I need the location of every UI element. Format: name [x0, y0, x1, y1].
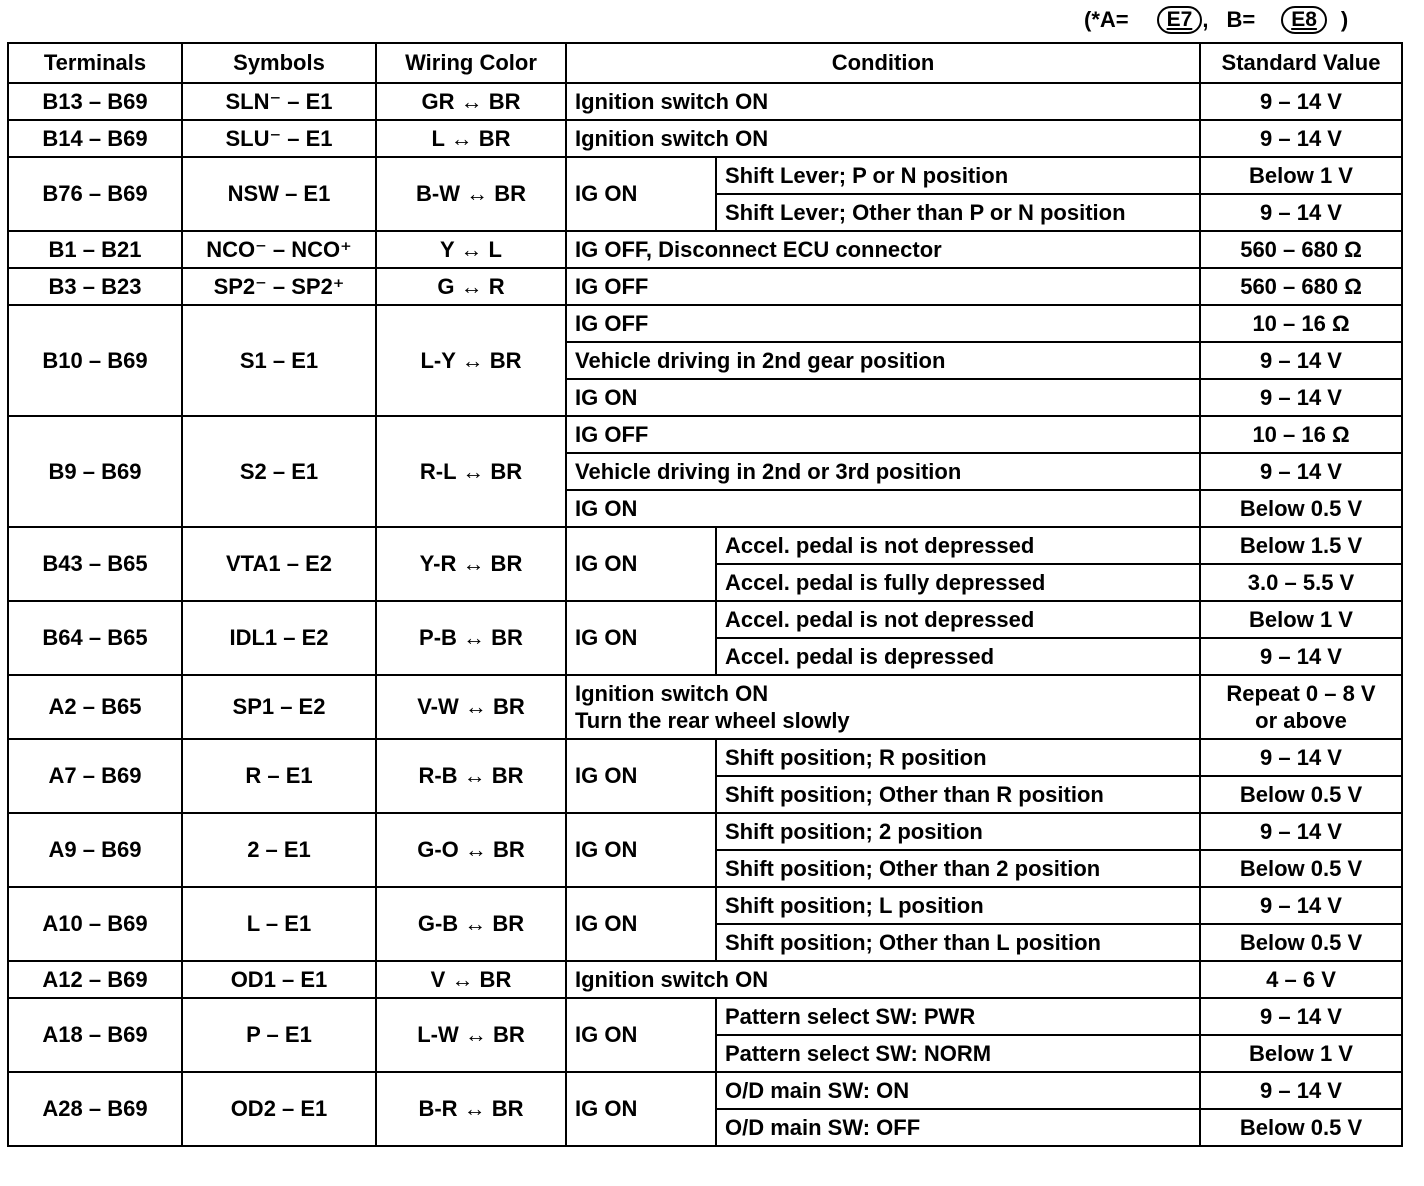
terminals-cell: B10 – B69	[8, 305, 182, 416]
symbols-cell: OD2 – E1	[182, 1072, 376, 1146]
standard-value-cell: Below 0.5 V	[1200, 924, 1402, 961]
standard-value-cell: 9 – 14 V	[1200, 453, 1402, 490]
condition-cell: IG OFF	[566, 416, 1200, 453]
standard-value-cell: 9 – 14 V	[1200, 120, 1402, 157]
header-terminals: Terminals	[8, 43, 182, 83]
symbols-cell: SP2⁻ – SP2⁺	[182, 268, 376, 305]
terminals-cell: A12 – B69	[8, 961, 182, 998]
symbols-cell: 2 – E1	[182, 813, 376, 887]
standard-value-cell: 4 – 6 V	[1200, 961, 1402, 998]
table-row	[8, 675, 1402, 739]
wiring-color-cell: L ↔ BR	[376, 120, 566, 157]
standard-value-cell: 9 – 14 V	[1200, 813, 1402, 850]
terminals-cell: A2 – B65	[8, 675, 182, 739]
terminals-cell: B13 – B69	[8, 83, 182, 120]
wiring-color-cell: V ↔ BR	[376, 961, 566, 998]
condition-main-cell: IG ON	[566, 887, 716, 961]
header-symbols: Symbols	[182, 43, 376, 83]
table-row	[8, 157, 1402, 194]
wiring-color-cell: R-L ↔ BR	[376, 416, 566, 527]
condition-main-cell: IG ON	[566, 157, 716, 231]
symbols-cell: VTA1 – E2	[182, 527, 376, 601]
condition-cell: IG OFF	[566, 305, 1200, 342]
condition-cell: IG ON	[566, 379, 1200, 416]
condition-detail-cell: Accel. pedal is depressed	[716, 638, 1200, 675]
symbols-cell: SLU⁻ – E1	[182, 120, 376, 157]
table-row	[8, 887, 1402, 924]
connector-b-badge: E8	[1281, 6, 1327, 34]
symbols-cell: NCO⁻ – NCO⁺	[182, 231, 376, 268]
standard-value-cell: 9 – 14 V	[1200, 1072, 1402, 1109]
condition-detail-cell: O/D main SW: ON	[716, 1072, 1200, 1109]
standard-value-cell: 9 – 14 V	[1200, 342, 1402, 379]
condition-detail-cell: Shift position; L position	[716, 887, 1200, 924]
symbols-cell: SLN⁻ – E1	[182, 83, 376, 120]
wiring-color-cell: P-B ↔ BR	[376, 601, 566, 675]
table-row	[8, 601, 1402, 638]
legend-separator: ,	[1202, 7, 1209, 32]
condition-detail-cell: Shift Lever; Other than P or N position	[716, 194, 1200, 231]
standard-value-cell: Below 1 V	[1200, 1035, 1402, 1072]
table-row	[8, 83, 1402, 120]
symbols-cell: SP1 – E2	[182, 675, 376, 739]
terminals-cell: A28 – B69	[8, 1072, 182, 1146]
symbols-cell: IDL1 – E2	[182, 601, 376, 675]
wiring-color-cell: G-O ↔ BR	[376, 813, 566, 887]
standard-value-cell: Below 1 V	[1200, 601, 1402, 638]
table-row	[8, 120, 1402, 157]
wiring-color-cell: Y ↔ L	[376, 231, 566, 268]
table-row	[8, 416, 1402, 453]
terminals-cell: B14 – B69	[8, 120, 182, 157]
wiring-color-cell: B-R ↔ BR	[376, 1072, 566, 1146]
value-line-2: or above	[1255, 708, 1347, 733]
table-row	[8, 231, 1402, 268]
table-row	[8, 739, 1402, 776]
connector-a-badge: E7	[1157, 6, 1203, 34]
standard-value-cell: 9 – 14 V	[1200, 194, 1402, 231]
condition-cell: Ignition switch ON	[566, 120, 1200, 157]
condition-detail-cell: Accel. pedal is not depressed	[716, 601, 1200, 638]
condition-line-2: Turn the rear wheel slowly	[575, 708, 850, 733]
symbols-cell: L – E1	[182, 887, 376, 961]
condition-main-cell: IG ON	[566, 1072, 716, 1146]
wiring-color-cell: V-W ↔ BR	[376, 675, 566, 739]
condition-cell: Vehicle driving in 2nd gear position	[566, 342, 1200, 379]
table-header-row	[8, 43, 1402, 83]
legend-close: )	[1340, 7, 1349, 32]
condition-detail-cell: Pattern select SW: NORM	[716, 1035, 1200, 1072]
condition-main-cell: IG ON	[566, 998, 716, 1072]
standard-value-cell: 9 – 14 V	[1200, 739, 1402, 776]
standard-value-cell: 560 – 680 Ω	[1200, 231, 1402, 268]
connector-legend	[1084, 6, 1348, 34]
condition-cell: Ignition switch ON	[566, 961, 1200, 998]
terminals-cell: B9 – B69	[8, 416, 182, 527]
wiring-color-cell: GR ↔ BR	[376, 83, 566, 120]
wiring-color-cell: L-W ↔ BR	[376, 998, 566, 1072]
condition-detail-cell: Shift Lever; P or N position	[716, 157, 1200, 194]
standard-value-cell: Below 0.5 V	[1200, 490, 1402, 527]
standard-value-cell: 9 – 14 V	[1200, 638, 1402, 675]
condition-detail-cell: Shift position; Other than 2 position	[716, 850, 1200, 887]
symbols-cell: OD1 – E1	[182, 961, 376, 998]
wiring-color-cell: R-B ↔ BR	[376, 739, 566, 813]
terminal-spec-table	[7, 42, 1403, 1147]
table-row	[8, 1072, 1402, 1109]
table-row	[8, 268, 1402, 305]
condition-cell: Ignition switch ON	[566, 83, 1200, 120]
standard-value-cell: Below 1.5 V	[1200, 527, 1402, 564]
standard-value-cell: Below 0.5 V	[1200, 850, 1402, 887]
condition-detail-cell: Shift position; R position	[716, 739, 1200, 776]
terminals-cell: A7 – B69	[8, 739, 182, 813]
condition-detail-cell: Shift position; Other than L position	[716, 924, 1200, 961]
wiring-color-cell: G-B ↔ BR	[376, 887, 566, 961]
standard-value-cell: 10 – 16 Ω	[1200, 416, 1402, 453]
standard-value-cell: 10 – 16 Ω	[1200, 305, 1402, 342]
condition-detail-cell: Shift position; Other than R position	[716, 776, 1200, 813]
condition-detail-cell: O/D main SW: OFF	[716, 1109, 1200, 1146]
condition-main-cell: IG ON	[566, 739, 716, 813]
table-row	[8, 998, 1402, 1035]
value-line-1: Repeat 0 – 8 V	[1226, 681, 1376, 706]
condition-detail-cell: Shift position; 2 position	[716, 813, 1200, 850]
header-condition: Condition	[566, 43, 1200, 83]
terminals-cell: B3 – B23	[8, 268, 182, 305]
legend-open: (*A=	[1084, 7, 1129, 32]
table-row	[8, 961, 1402, 998]
condition-detail-cell: Accel. pedal is not depressed	[716, 527, 1200, 564]
header-wiring-color: Wiring Color	[376, 43, 566, 83]
symbols-cell: S2 – E1	[182, 416, 376, 527]
symbols-cell: NSW – E1	[182, 157, 376, 231]
condition-line-1: Ignition switch ON	[575, 681, 769, 706]
condition-cell: IG OFF	[566, 268, 1200, 305]
wiring-color-cell: L-Y ↔ BR	[376, 305, 566, 416]
table-row	[8, 813, 1402, 850]
terminals-cell: A18 – B69	[8, 998, 182, 1072]
condition-detail-cell: Pattern select SW: PWR	[716, 998, 1200, 1035]
symbols-cell: R – E1	[182, 739, 376, 813]
wiring-color-cell: G ↔ R	[376, 268, 566, 305]
standard-value-cell: 560 – 680 Ω	[1200, 268, 1402, 305]
standard-value-cell: 9 – 14 V	[1200, 998, 1402, 1035]
terminals-cell: B1 – B21	[8, 231, 182, 268]
condition-cell: IG ON	[566, 490, 1200, 527]
standard-value-cell: 3.0 – 5.5 V	[1200, 564, 1402, 601]
condition-cell: IG OFF, Disconnect ECU connector	[566, 231, 1200, 268]
symbols-cell: P – E1	[182, 998, 376, 1072]
wiring-color-cell: B-W ↔ BR	[376, 157, 566, 231]
condition-main-cell: IG ON	[566, 813, 716, 887]
standard-value-cell: 9 – 14 V	[1200, 83, 1402, 120]
terminals-cell: A9 – B69	[8, 813, 182, 887]
standard-value-cell: Below 1 V	[1200, 157, 1402, 194]
standard-value-cell: 9 – 14 V	[1200, 379, 1402, 416]
standard-value-cell	[1200, 675, 1402, 739]
terminals-cell: B64 – B65	[8, 601, 182, 675]
table-body	[8, 83, 1402, 1146]
table-row	[8, 305, 1402, 342]
table-row	[8, 527, 1402, 564]
condition-main-cell: IG ON	[566, 601, 716, 675]
standard-value-cell: Below 0.5 V	[1200, 776, 1402, 813]
standard-value-cell: 9 – 14 V	[1200, 887, 1402, 924]
standard-value-cell: Below 0.5 V	[1200, 1109, 1402, 1146]
wiring-color-cell: Y-R ↔ BR	[376, 527, 566, 601]
legend-b-label: B=	[1226, 7, 1256, 32]
header-standard-value: Standard Value	[1200, 43, 1402, 83]
condition-main-cell: IG ON	[566, 527, 716, 601]
terminals-cell: B43 – B65	[8, 527, 182, 601]
condition-cell	[566, 675, 1200, 739]
terminals-cell: A10 – B69	[8, 887, 182, 961]
terminals-cell: B76 – B69	[8, 157, 182, 231]
symbols-cell: S1 – E1	[182, 305, 376, 416]
condition-cell: Vehicle driving in 2nd or 3rd position	[566, 453, 1200, 490]
condition-detail-cell: Accel. pedal is fully depressed	[716, 564, 1200, 601]
